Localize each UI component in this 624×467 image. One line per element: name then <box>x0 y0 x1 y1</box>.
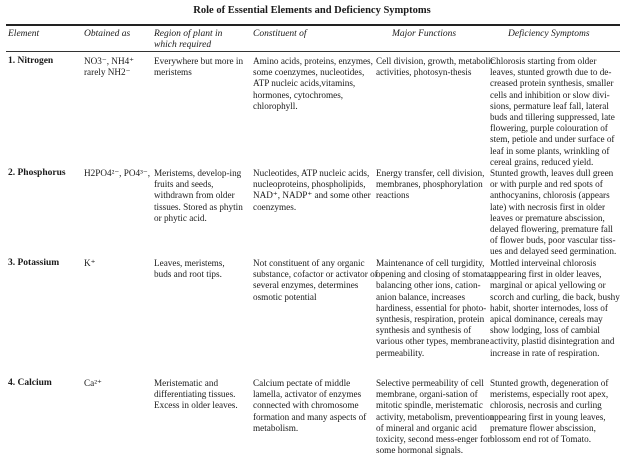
top-rule <box>6 24 620 26</box>
region: Leaves, meristems, buds and root tips. <box>154 258 225 280</box>
constituent: Amino acids, proteins, enzymes, some coenzymes, nucleotides, ATP nucleic acids,vitamins, hormones, cytochromes, chlorophyll. <box>253 56 373 111</box>
constituent: Calcium pectate of middle lamella, activator of enzymes connected with chromosome formation and many aspects of metabolism. <box>253 378 367 433</box>
functions: Energy transfer, cell division, membranes, phosphorylation reactions <box>376 168 485 201</box>
header-region: Region of plant in which required <box>154 29 223 50</box>
functions: Selective permeability of cell membrane, organi-sation of mitotic spindle, meristematic activity, metabolism, prevention of mineral and organic acid toxicity, second mess-enger for some hormonal signals. <box>376 378 495 456</box>
element-name: 1. Nitrogen <box>8 56 54 66</box>
obtained-as: H2PO4²⁻, PO4³⁻, <box>84 168 151 178</box>
obtained-as: K⁺ <box>84 258 96 268</box>
deficiency: Chlorosis starting from older leaves, stunted growth due to de-creased protein synthesis, smaller cells and inhibition or slow divi-sions, permature leaf fall, lateral buds and tillering suppressed, late flowering, purple colouration of stem, petiole and under surface of leaf in some plants, wrinkling of cereal grains, reduced yield. <box>490 56 615 167</box>
header-constituent: Constituent of <box>253 29 307 39</box>
header-deficiency: Deficiency Symptoms <box>508 29 590 39</box>
region: Meristems, develop-ing fruits and seeds, withdrawn from older tissues. Stored as phytin or phytic acid. <box>154 168 243 223</box>
element-name: 2. Phosphorus <box>8 168 66 178</box>
constituent: Nucleotides, ATP nucleic acids, nucleoproteins, phospholipids, NAD⁺, NADP⁺ and some other coenzymes. <box>253 168 371 212</box>
obtained-as: NO3⁻, NH4⁺ rarely NH2⁻ <box>84 56 135 78</box>
element-name: 4. Calcium <box>8 378 52 388</box>
region: Meristematic and differentiating tissues. Excess in older leaves. <box>154 378 238 411</box>
region: Everywhere but more in meristems <box>154 56 244 78</box>
functions: Maintenance of cell turgidity, opening and closing of stomata, balancing other ions, cation-anion balance, increases hardiness, essential for photo-synthesis, respiration, protein synthesis and synthesis of various other types, membrane permeability. <box>376 258 494 358</box>
header-element: Element <box>8 29 40 39</box>
header-rule <box>6 51 620 52</box>
constituent: Not constituent of any organic substance, cofactor or activator of several enzymes, determines osmotic potential <box>253 258 378 302</box>
deficiency: Stunted growth, leaves dull green or with purple and red spots of anthocyanins, chlorosis (appears late) with necrosis first in older leaves or premature abscission, delayed flowering, premature fall of flower buds, poor vascular tiss-ues and delayed seed germination. <box>490 168 617 257</box>
header-major-functions: Major Functions <box>392 29 457 39</box>
header-obtained-as: Obtained as <box>84 29 131 39</box>
functions: Cell division, growth, metabolic activities, photosyn-thesis <box>376 56 495 78</box>
obtained-as: Ca²⁺ <box>84 378 102 388</box>
deficiency: Stunted growth, degeneration of meristems, especially root apex, chlorosis, necrosis and curling appearing first in young leaves, premature flower abscission, blossom end rot of Tomato. <box>490 378 609 445</box>
element-name: 3. Potassium <box>8 258 60 268</box>
deficiency: Mottled interveinal chlorosis appearing first in older leaves, marginal or apical yellowing or scorch and curling, die back, bushy habit, shorter internodes, loss of apical dominance, cereals may show lodging, loss of cambial activity, plastid disintegration and increase in rate of respiration. <box>490 258 620 358</box>
table-title: Role of Essential Elements and Deficiency Symptoms <box>193 5 431 16</box>
